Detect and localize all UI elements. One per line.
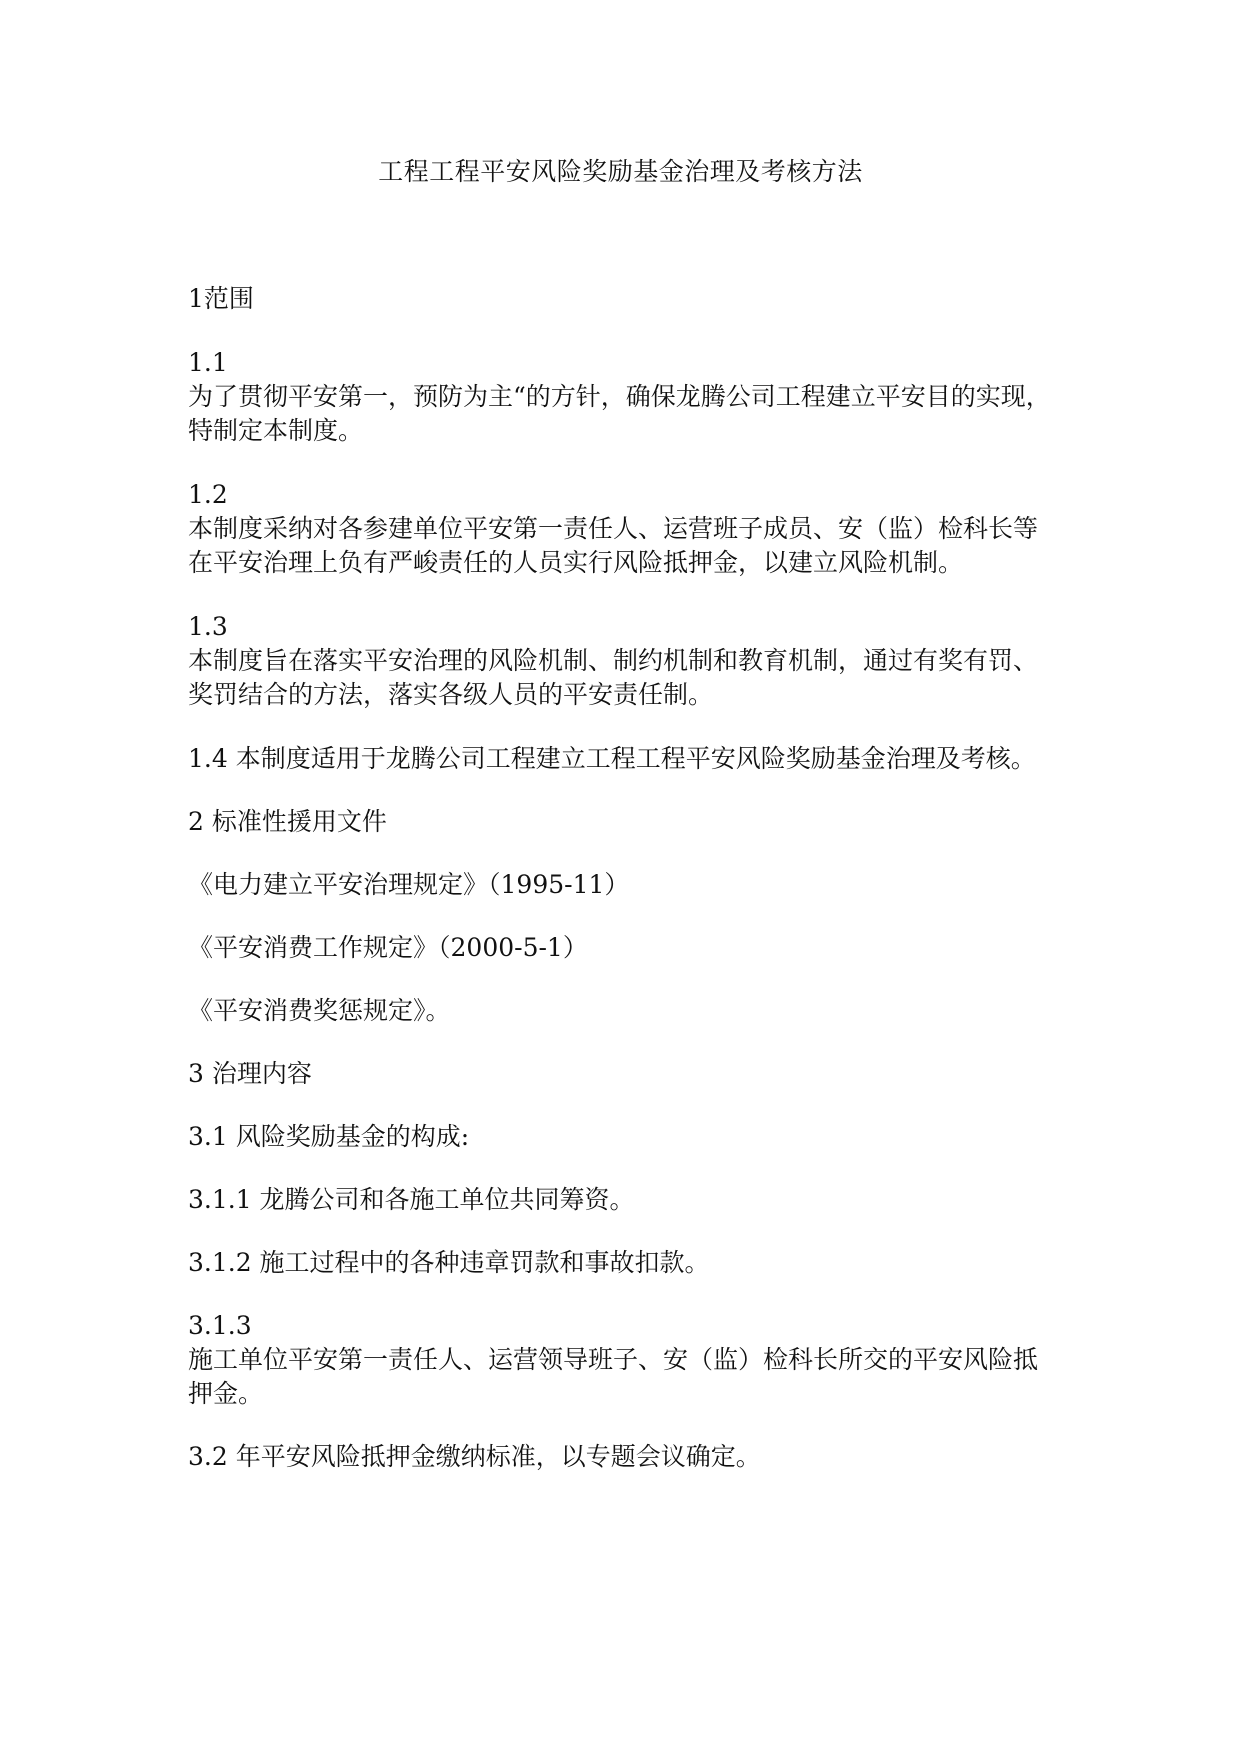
text-line: 本制度旨在落实平安治理的风险机制、制约机制和教育机制，通过有奖有罚、 [188,646,1039,675]
text-line: 在平安治理上负有严峻责任的人员实行风险抵押金，以建立风险机制。 [188,548,964,577]
text-line: 3 治理内容 [188,1059,312,1088]
section-1-4 [188,742,1058,776]
text-line: 3.2 年平安风险抵押金缴纳标准，以专题会议确定。 [188,1442,761,1471]
section-1-1 [188,346,1058,448]
text-line: 1.1 [188,348,228,377]
text-line: 3.1.1 龙腾公司和各施工单位共同筹资。 [188,1185,635,1214]
text-line: 1.4 本制度适用于龙腾公司工程建立工程工程平安风险奖励基金治理及考核。 [188,744,1036,773]
section-scope-heading [188,282,1058,316]
text-line: 《平安消费工作规定》（2000-5-1） [188,933,588,962]
section-2-heading [188,805,1058,839]
reference-3 [188,994,1058,1028]
section-3-2 [188,1440,1058,1474]
section-1-3 [188,610,1058,712]
document-title: 工程工程平安风险奖励基金治理及考核方法 [378,157,863,186]
reference-1 [188,868,1058,902]
text-line: 1.3 [188,612,228,641]
text-line: 施工单位平安第一责任人、运营领导班子、安（监）检科长所交的平安风险抵 [188,1345,1039,1374]
text-line: 奖罚结合的方法，落实各级人员的平安责任制。 [188,680,714,709]
text-line: 2 标准性援用文件 [188,807,387,836]
section-3-1-2 [188,1246,1058,1280]
text-line: 本制度采纳对各参建单位平安第一责任人、运营班子成员、安（监）检科长等 [188,514,1039,543]
text-line: 1.2 [188,480,228,509]
text-line: 《平安消费奖惩规定》。 [188,996,451,1025]
section-3-1-1 [188,1183,1058,1217]
reference-2 [188,931,1058,965]
text-line: 3.1.2 施工过程中的各种违章罚款和事故扣款。 [188,1248,710,1277]
section-3-1 [188,1120,1058,1154]
section-3-heading [188,1057,1058,1091]
section-3-1-3 [188,1309,1058,1411]
text-line: 3.1 风险奖励基金的构成: [188,1122,470,1151]
document-body [188,282,1058,1474]
text-line: 押金。 [188,1379,264,1408]
text-line: 为了贯彻平安第一，预防为主“的方针，确保龙腾公司工程建立平安目的实现， [188,382,1051,411]
section-1-2 [188,478,1058,580]
text-line: 1范围 [188,284,254,313]
text-line: 3.1.3 [188,1311,252,1340]
text-line: 《电力建立平安治理规定》（1995-11） [188,870,630,899]
text-line: 特制定本制度。 [188,416,364,445]
